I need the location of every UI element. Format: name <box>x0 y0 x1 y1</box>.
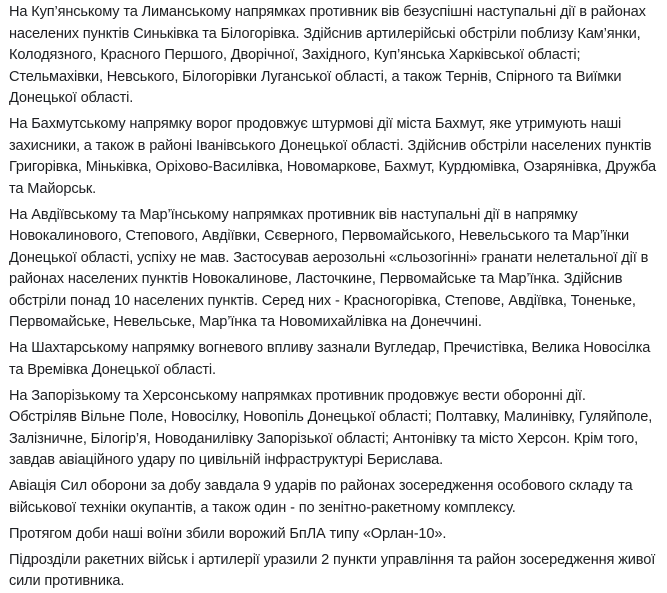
paragraph-avdiivka-marinka: На Авдіївському та Мар’їнському напрямках противник вів наступальні дії в напрямку Новокалинового, Степового, Авдіївки, Сєверного, Первомайського, Невельського та Мар’їнки Донецької області, успіху не мав. Застосував аерозольні «сльозогінні» гранати нелетальної дії в районах населених пунктів Новокалинове, Ласточкине, Первомайське та Мар’їнка. Здійснив обстріли понад 10 населених пунктів. Серед них - Красногорівка, Степове, Авдіївка, Тоненьке, Первомайське, Невельське, Мар’їнка та Новомихайлівка на Донеччині. <box>9 206 649 330</box>
paragraph-aviation: Авіація Сил оборони за добу завдала 9 ударів по районах зосередження особового складу та військової техніки окупантів, а також один - по зенітно-ракетному комплексу. <box>9 478 633 516</box>
paragraph-bakhmut: На Бахмутському напрямку ворог продовжує штурмові дії міста Бахмут, яке утримують наші захисники, а також в районі Іванівського Донецької області. Здійснив обстріли населених пунктів Григорівка, Міньківка, Оріхово-Василівка, Новомаркове, Бахмут, Курдюмівка, Озарянівка, Дружба та Майорськ. <box>9 116 657 197</box>
paragraph-shakhtarsk: На Шахтарському напрямку вогневого впливу зазнали Вугледар, Пречистівка, Велика Новосілка та Времівка Донецької області. <box>9 340 651 378</box>
paragraph-artillery: Підрозділи ракетних військ і артилерії уразили 2 пункти управління та район зосередження живої сили противника. <box>9 551 656 589</box>
paragraph-uav: Протягом доби наші воїни збили ворожий БпЛА типу «Орлан-10». <box>9 525 447 542</box>
paragraph-kupiansk-lyman: На Куп’янському та Лиманському напрямках противник вів безуспішні наступальні дії в районах населених пунктів Синьківка та Білогорівка. Здійснив артилерійські обстріли поблизу Кам’янки, Колодязного, Красного Першого, Дворічної, Західного, Куп’янська Харківської області; Стельмахівки, Невського, Білогорівки Луганської області, а також Тернів, Спірного та Виїмки Донецької області. <box>9 4 646 106</box>
paragraph-zaporizhzhia-kherson: На Запорізькому та Херсонському напрямках противник продовжує вести оборонні дії. Обстріляв Вільне Поле, Новосілку, Новопіль Донецької області; Полтавку, Малинівку, Гуляйполе, Залізничне, Білогір’я, Новоданилівку Запорізької області; Антонівку та місто Херсон. Крім того, завдав авіаційного удару по цивільній інфраструктурі Берислава. <box>9 387 653 468</box>
